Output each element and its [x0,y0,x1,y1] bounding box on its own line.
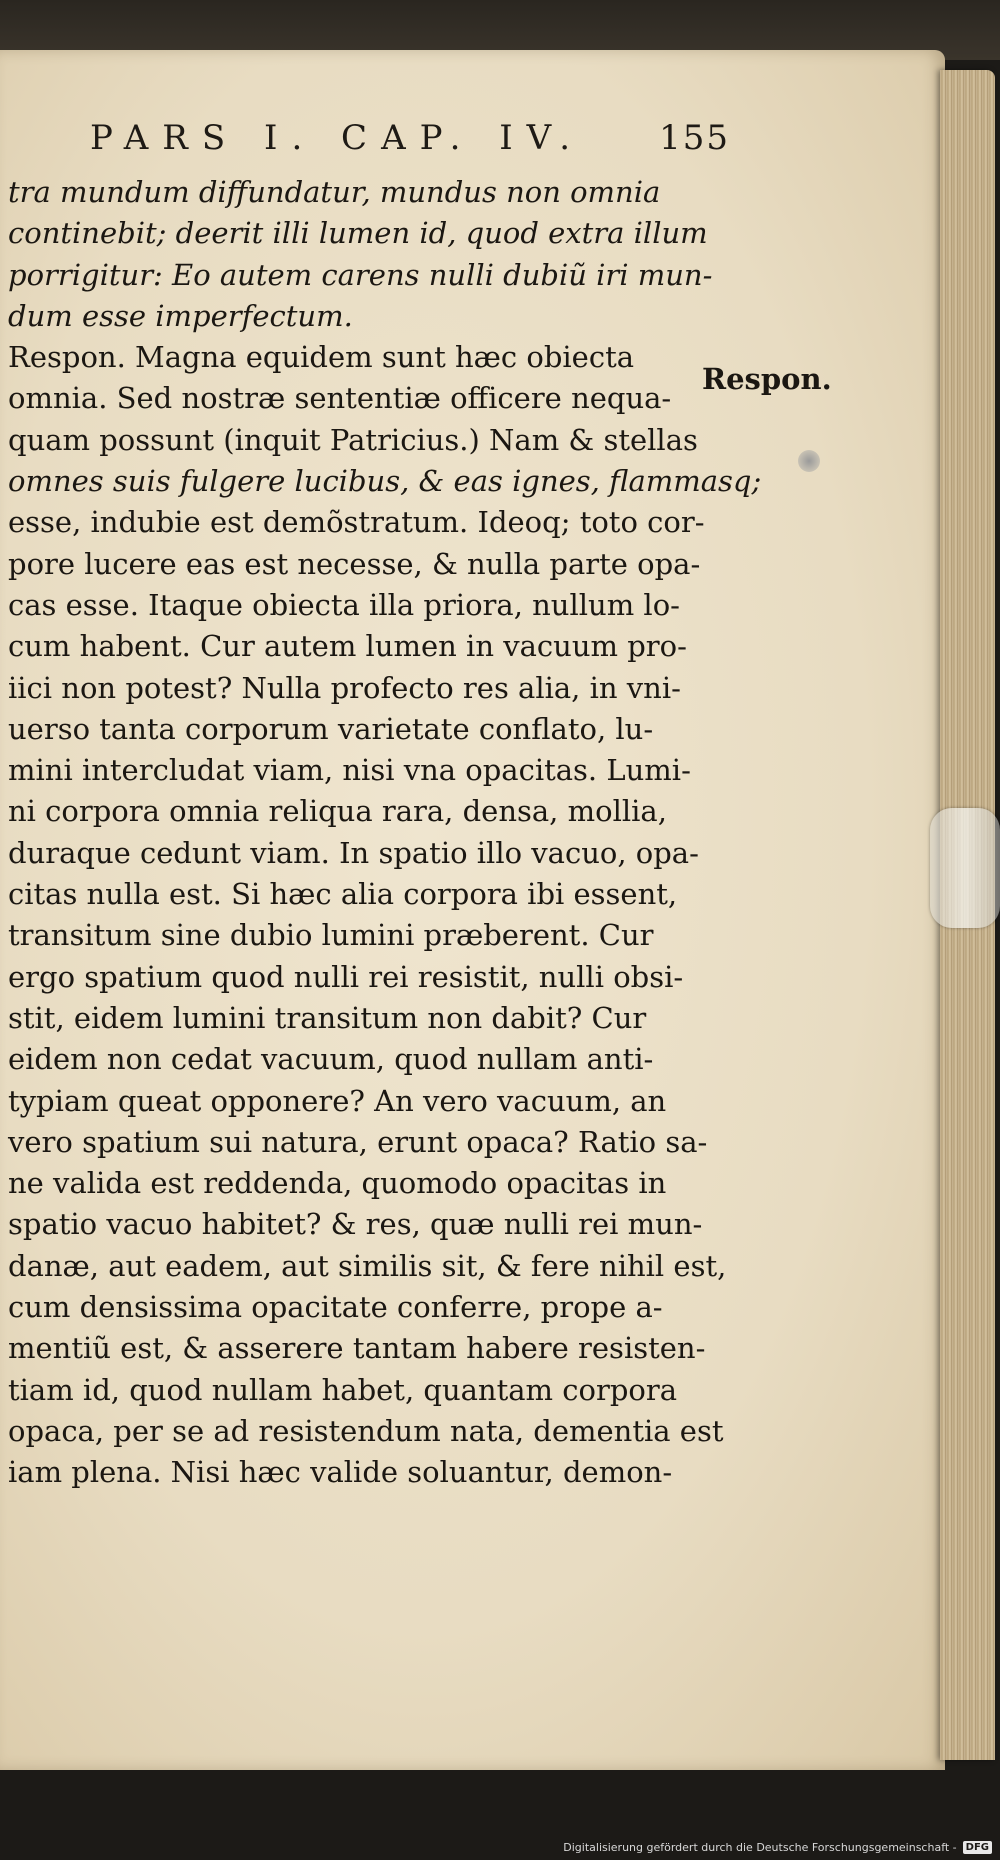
text-line: vero spatium sui natura, erunt opaca? Ratio sa- [8,1124,708,1159]
text-line: tra mundum diffundatur, mundus non omnia [8,175,661,209]
text-line: Respon. Magna equidem sunt hæc obiecta [8,340,635,375]
dfg-logo: DFG [963,1841,992,1854]
digitization-credit [563,1841,992,1854]
text-line: danæ, aut eadem, aut similis sit, & fere nihil est, [8,1248,727,1283]
text-line: ni corpora omnia reliqua rara, densa, mollia, [8,794,667,829]
paper-spot [798,450,820,472]
text-line: iici non potest? Nulla profecto res alia, in vni- [8,670,681,705]
text-line: cum habent. Cur autem lumen in vacuum pro- [8,629,687,664]
text-line: typiam queat opponere? An vero vacuum, an [8,1083,667,1118]
text-line: esse, indubie est demõstratum. Ideoq; toto cor- [8,505,705,540]
text-line: omnes suis fulgere lucibus, & eas ignes, flammasq; [8,464,762,499]
text-line: uerso tanta corporum varietate conflato, lu- [8,711,654,746]
text-line: ergo spatium quod nulli rei resistit, nulli obsi- [8,959,684,994]
page-number: 155 [659,118,730,158]
text-line: spatio vacuo habitet? & res, quæ nulli rei mun- [8,1207,703,1242]
running-head: PARS I. CAP. IV. [90,118,585,158]
text-line: opaca, per se ad resistendum nata, dementia est [8,1413,724,1448]
text-line: quam possunt (inquit Patricius.) Nam & stellas [8,422,698,457]
text-line: mini intercludat viam, nisi vna opacitas. Lumi- [8,753,691,788]
text-line: porrigitur: Eo autem carens nulli dubiũ iri mun- [8,257,713,292]
text-line: dum esse imperfectum. [8,298,353,333]
credit-text: Digitalisierung gefördert durch die Deutsche Forschungsgemeinschaft - [563,1841,957,1854]
text-line: continebit; deerit illi lumen id, quod extra illum [8,216,708,251]
text-line: duraque cedunt viam. In spatio illo vacuo, opa- [8,835,699,870]
marginal-note: Respon. [702,362,832,396]
text-line: iam plena. Nisi hæc valide soluantur, demon- [8,1455,673,1490]
text-line: cum densissima opacitate conferre, prope a- [8,1290,663,1325]
text-line: tiam id, quod nullam habet, quantam corpora [8,1372,677,1407]
body-text [8,172,762,1494]
page-header [90,118,730,168]
text-line: cas esse. Itaque obiecta illa priora, nullum lo- [8,587,680,622]
text-line: omnia. Sed nostræ sententiæ officere nequa- [8,381,672,416]
text-line: eidem non cedat vacuum, quod nullam anti- [8,1042,654,1077]
text-line: transitum sine dubio lumini præberent. Cur [8,918,654,953]
text-line: citas nulla est. Si hæc alia corpora ibi essent, [8,877,678,912]
text-line: stit, eidem lumini transitum non dabit? Cur [8,1000,647,1035]
text-line: ne valida est reddenda, quomodo opacitas in [8,1166,667,1201]
page-clip [930,808,1000,928]
text-line: mentiũ est, & asserere tantam habere resisten- [8,1331,706,1366]
text-line: pore lucere eas est necesse, & nulla parte opa- [8,546,701,581]
